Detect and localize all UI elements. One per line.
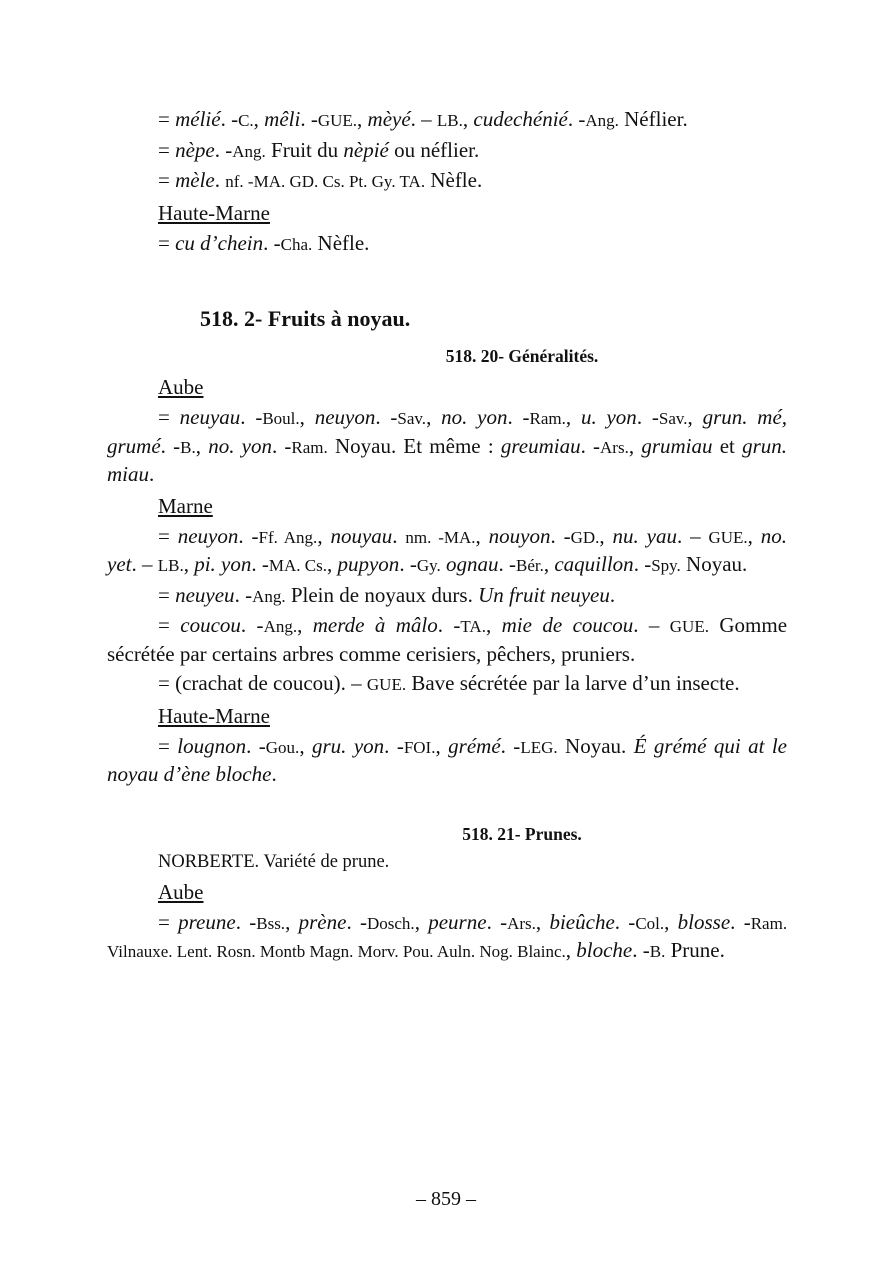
- entry-mele: = mélié. -C., mêli. -GUE., mèyé. – LB., cudechénié. -Ang. Néflier.: [158, 107, 688, 131]
- region-heading: Haute-Marne: [158, 703, 270, 728]
- section-title: 518. 2- Fruits à noyau.: [200, 306, 411, 331]
- entry-neuyon: = neuyon. -Ff. Ang., nouyau. nm. -MA., nouyon. -GD., nu. yau. – GUE., no. yet. – LB., pi. yon. -MA. Cs., pupyon. -Gy. ognau. -Bér., caquillon. -Spy. Noyau.: [107, 523, 788, 576]
- page-body: [107, 104, 787, 968]
- entry-cu-dchein: = cu d’chein. -Cha. Nèfle.: [158, 230, 370, 255]
- entry-preune: = preune. -Bss., prène. -Dosch., peurne. -Ars., bieûche. -Col., blosse. -Ram. Vilnauxe. Lent. Rosn. Montb Magn. Morv. Pou. Auln. Nog. Blainc., bloche. -B. Prune.: [107, 909, 788, 962]
- region-heading: Marne: [158, 493, 213, 518]
- entry-nepe: = nèpe. -Ang. Fruit du nèpié ou néflier.: [158, 137, 480, 162]
- region-heading: Haute-Marne: [158, 200, 270, 225]
- region-heading: Aube: [158, 879, 204, 904]
- entry-coucou: = coucou. -Ang., merde à mâlo. -TA., mie de coucou. – GUE. Gomme sécrétée par certains arbres comme cerisiers, pêchers, pruniers.: [107, 613, 788, 666]
- subsection-title: 518. 20- Généralités.: [445, 346, 599, 366]
- entry-crachat: = (crachat de coucou). – GUE. Bave sécrétée par la larve d’un insecte.: [158, 671, 740, 695]
- entry-neuyau: = neuyau. -Boul., neuyon. -Sav., no. yon. -Ram., u. yon. -Sav., grun. mé, grumé. -B., no. yon. -Ram. Noyau. Et même : greumiau. -Ars., grumiau et grun. miau.: [107, 405, 788, 486]
- note-line: NORBERTE. Variété de prune.: [158, 851, 390, 872]
- entry-neuyeu: = neuyeu. -Ang. Plein de noyaux durs. Un fruit neuyeu.: [158, 582, 616, 607]
- region-heading: Aube: [158, 375, 204, 399]
- entry-lougnon: = lougnon. -Gou., gru. yon. -FOI., grémé. -LEG. Noyau. É grémé qui at le noyau d’ène bloche.: [107, 733, 787, 786]
- subsection-title: 518. 21- Prunes.: [462, 823, 582, 844]
- entry-mele-nf: = mèle. nf. -MA. GD. Cs. Pt. Gy. TA. Nèfle.: [158, 168, 483, 192]
- page-number: – 859 –: [416, 1188, 476, 1210]
